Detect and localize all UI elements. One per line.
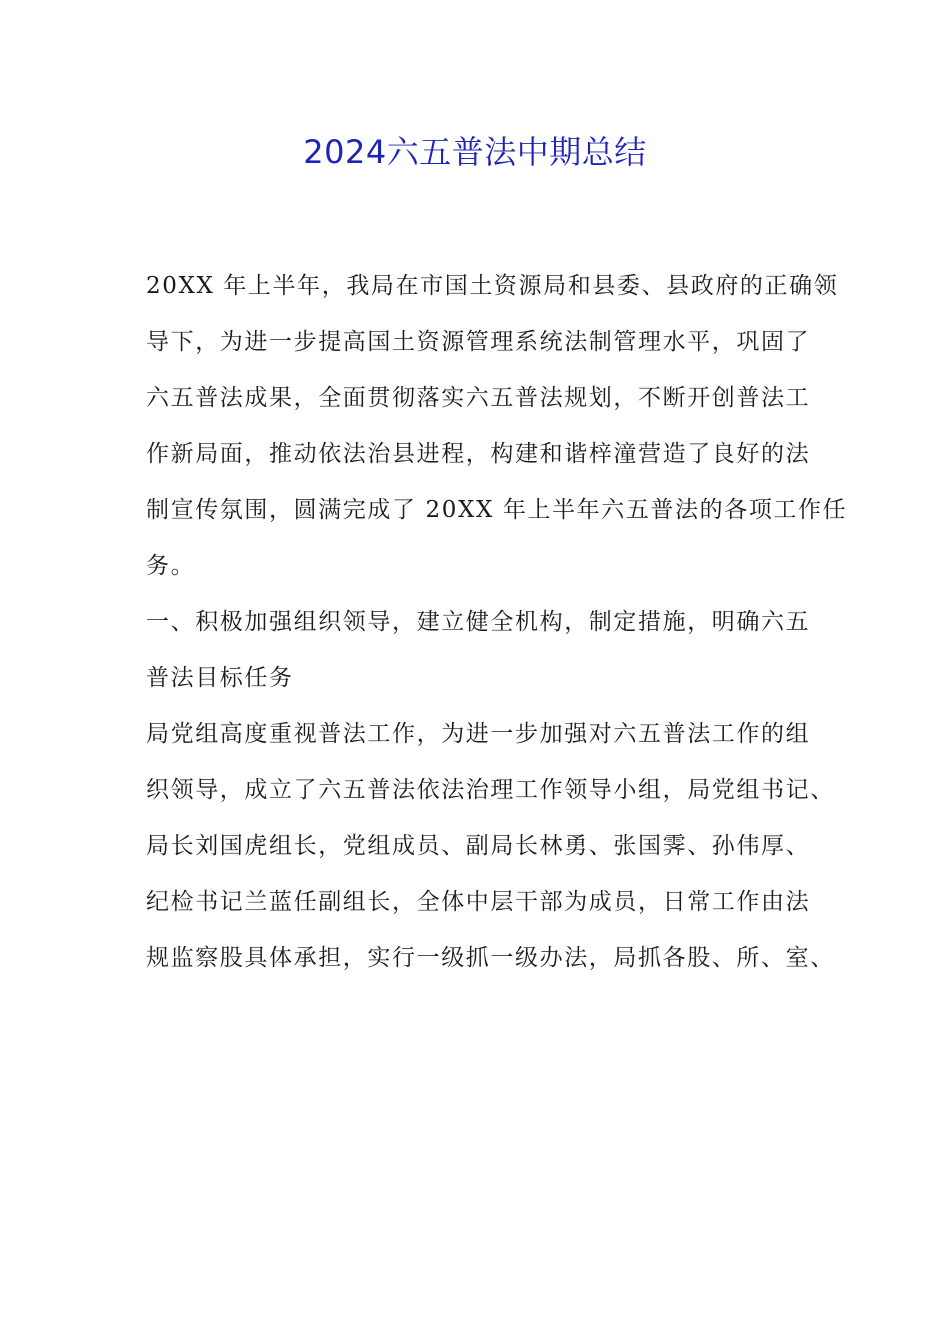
body-line: 六五普法成果，全面贯彻落实六五普法规划，不断开创普法工 bbox=[146, 385, 811, 411]
body-line: 20XX 年上半年，我局在市国土资源局和县委、县政府的正确领 bbox=[146, 273, 839, 299]
section-heading-line: 普法目标任务 bbox=[146, 665, 294, 691]
body-line: 务。 bbox=[146, 553, 196, 579]
body-line: 导下，为进一步提高国土资源管理系统法制管理水平，巩固了 bbox=[146, 329, 811, 355]
document-title: 2024六五普法中期总结 bbox=[303, 133, 647, 171]
body-line: 规监察股具体承担，实行一级抓一级办法，局抓各股、所、室、 bbox=[146, 945, 835, 971]
body-line: 局党组高度重视普法工作，为进一步加强对六五普法工作的组 bbox=[146, 721, 811, 747]
body-line: 制宣传氛围，圆满完成了 20XX 年上半年六五普法的各项工作任 bbox=[146, 497, 848, 523]
body-line: 局长刘国虎组长，党组成员、副局长林勇、张国霁、孙伟厚、 bbox=[146, 833, 811, 859]
body-line: 织领导，成立了六五普法依法治理工作领导小组，局党组书记、 bbox=[146, 777, 835, 803]
body-line: 作新局面，推动依法治县进程，构建和谐梓潼营造了良好的法 bbox=[146, 441, 811, 467]
body-line: 纪检书记兰蓝任副组长，全体中层干部为成员，日常工作由法 bbox=[146, 889, 811, 915]
document-body bbox=[146, 258, 848, 986]
section-heading-line: 一、积极加强组织领导，建立健全机构，制定措施，明确六五 bbox=[146, 609, 811, 635]
